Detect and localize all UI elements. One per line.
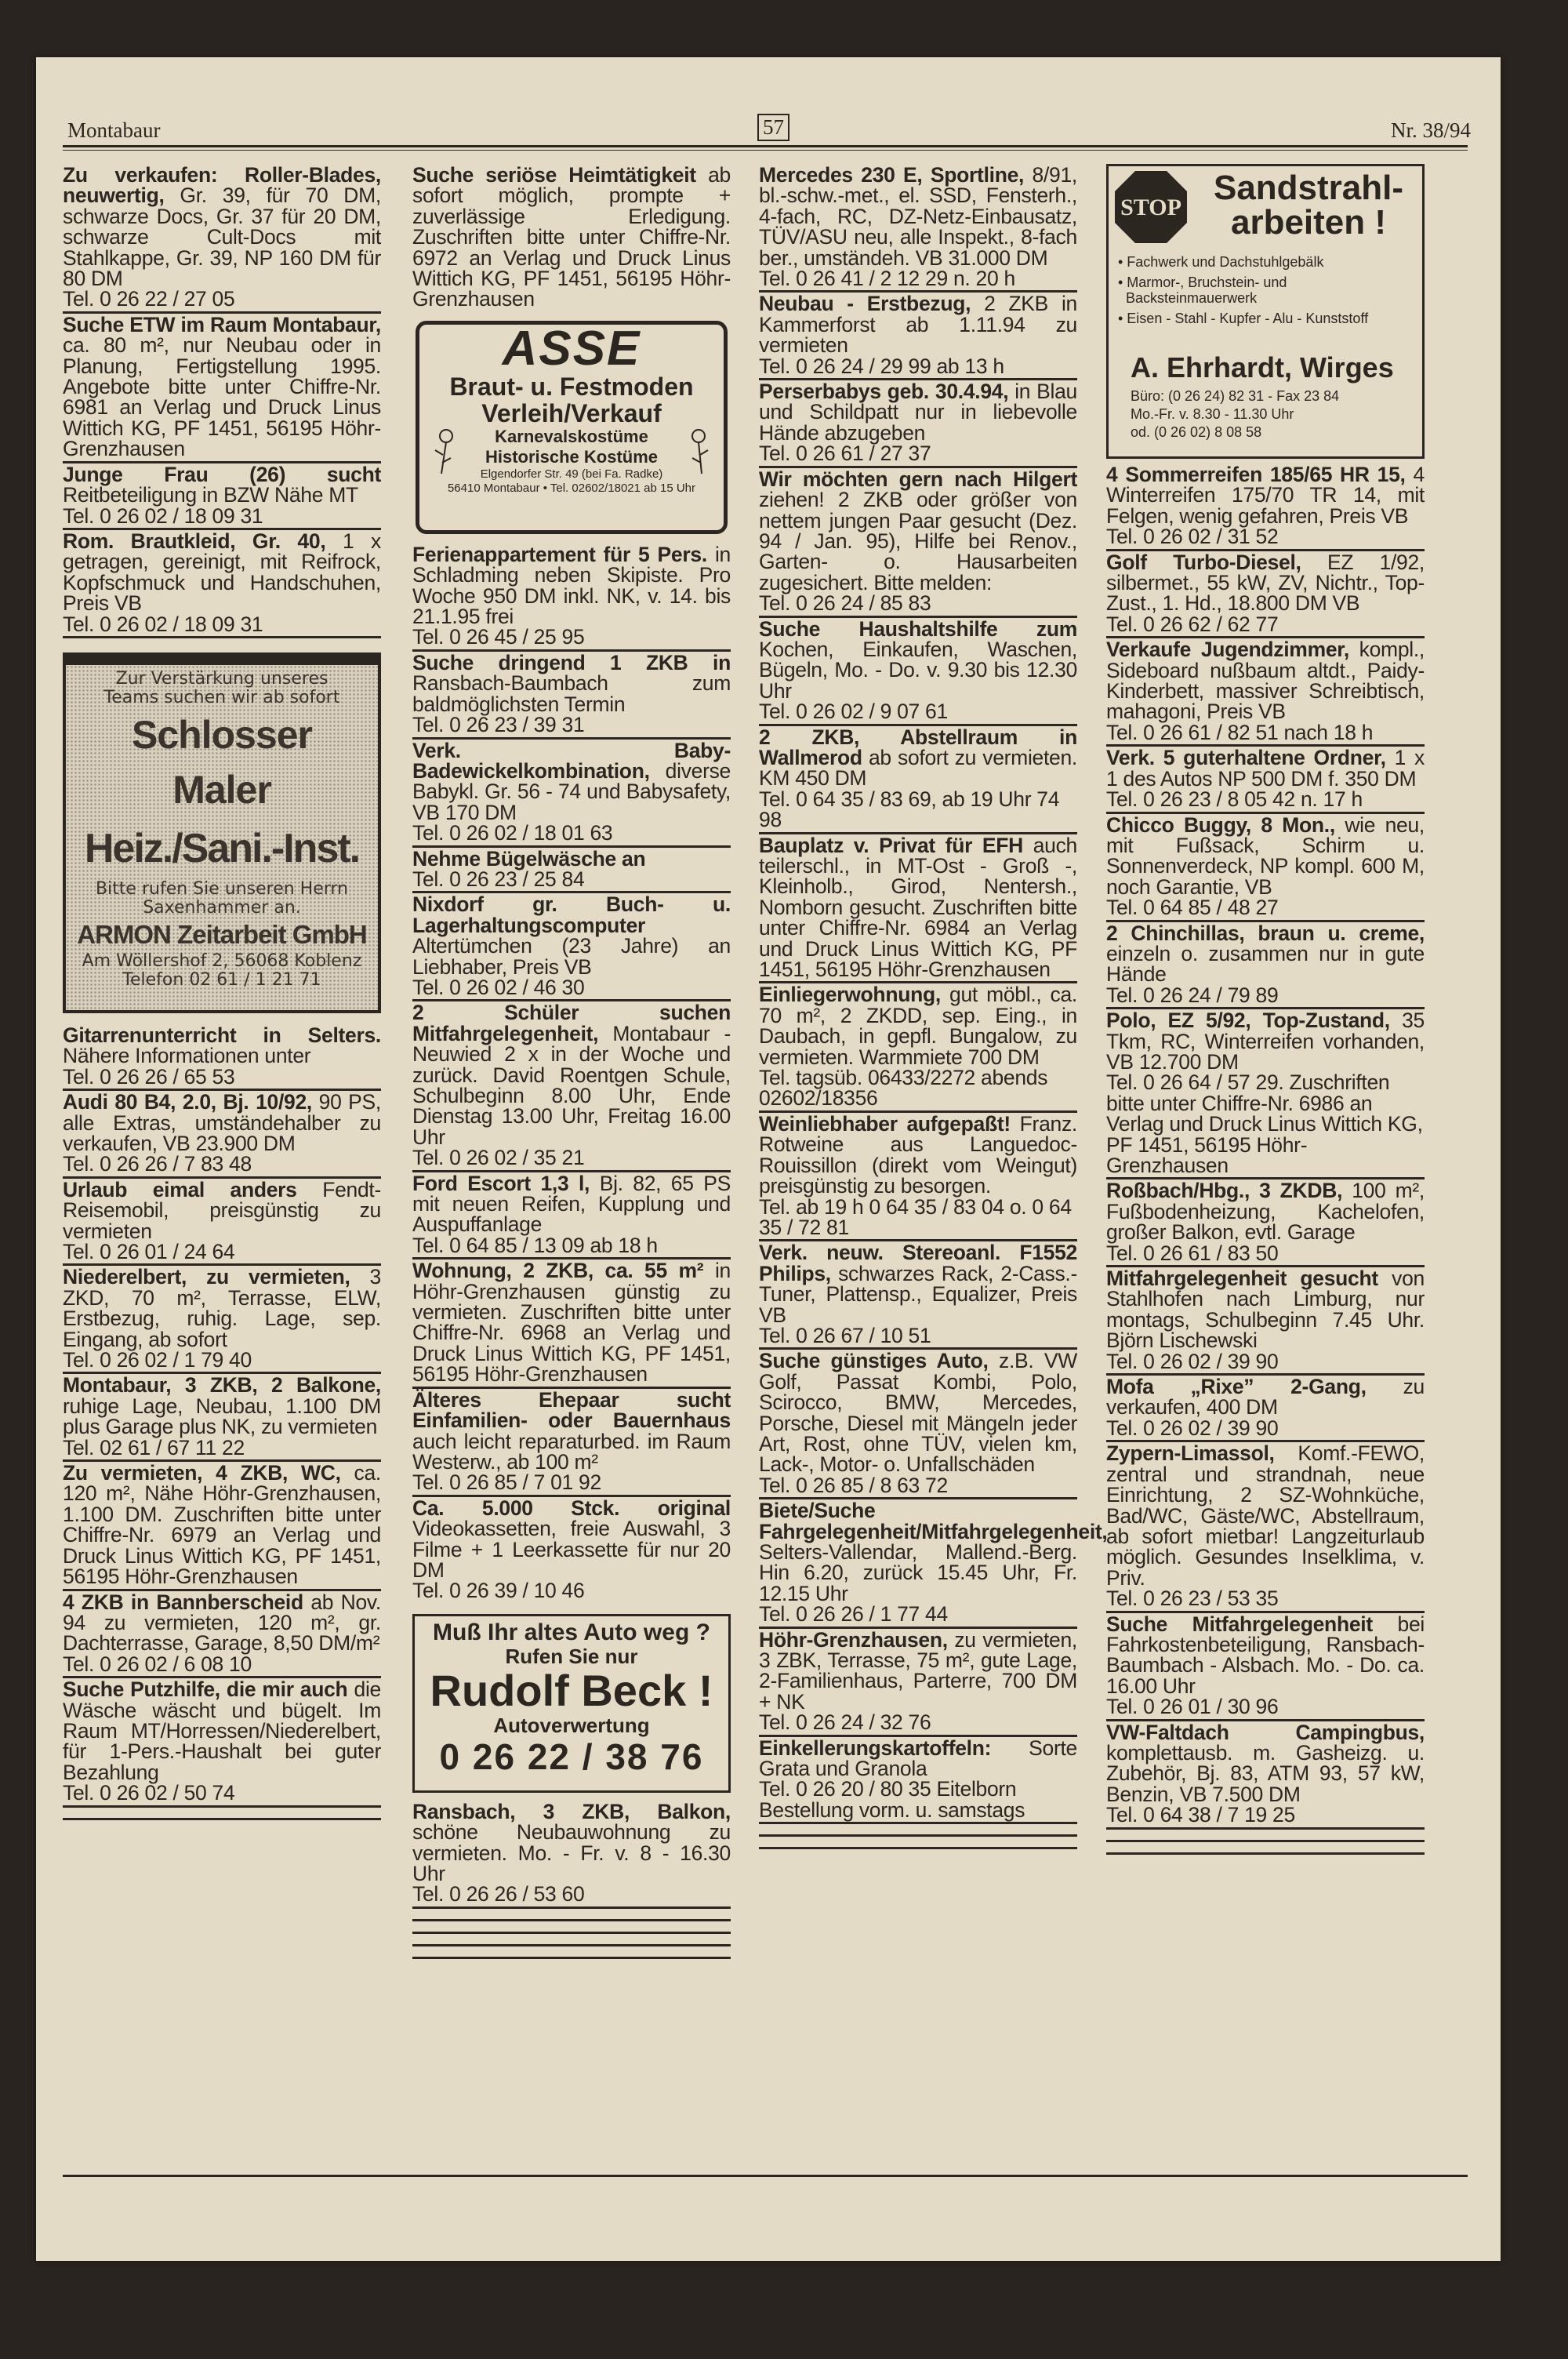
ad-title: 2 Schüler suchen Mitfahrgelegenheit, [412,1001,731,1045]
ad-title: Mitfahrgelegenheit gesucht [1106,1267,1378,1291]
ad-title: 4 ZKB in Bannberscheid [63,1590,303,1614]
classified-ad [1106,551,1425,639]
column-4 [1106,164,1425,1855]
company-name: Rudolf Beck ! [430,1665,713,1715]
asse-logo: ASSE [502,321,641,376]
ad-title: 2 Chinchillas, braun u. creme, [1106,921,1425,945]
classified-ad [63,1091,381,1179]
ad-phone: Tel. 0 26 23 / 53 35 [1106,1587,1279,1611]
classified-ad [63,1591,381,1679]
ad-phone: Tel. 0 26 85 / 8 63 72 [759,1473,948,1497]
classified-ad [1106,747,1425,813]
ad-text: zu vermieten, 3 ZBK, Terrasse, 75 m², gute Lage, 2-Familienhaus, Parterre, 700 DM + NK [759,1627,1077,1714]
classified-ad [1106,463,1425,551]
classified-ad [412,164,731,311]
rose-icon [686,428,713,475]
ad-phone: Tel. 0 26 26 / 65 53 [63,1064,235,1089]
ad-phone: Tel. 0 26 02 / 50 74 [63,1781,235,1805]
ad-text: Reitbeteiligung in BZW Nähe MT [63,483,358,507]
classified-ad [1106,1721,1425,1830]
ad-text: ab sofort möglich, prompte + zuverlässige Erledigung. Zuschriften bitte unter Chiffre-Nr. 6972 an Verlag und Druck Linus Wittich KG, PF 1451, 56195 Höhr-Grenzhausen [412,163,731,311]
ad-phone: Tel. 0 26 26 / 53 60 [412,1882,585,1906]
ad-title: Ca. 5.000 Stck. original [412,1496,731,1520]
ad-text: Bj. 82, 65 PS mit neuen Reifen, Kupplung und Auspuffanlage [412,1171,731,1237]
ad-text: komplettausb. m. Gasheizg. u. Zubehör, Bj. 83, ATM 93, 57 kW, Benzin, VB 7.500 DM [1106,1740,1425,1806]
ad-phone: Tel. 0 26 23 / 39 31 [412,713,585,737]
ad-title: Ransbach, 3 ZKB, Balkon, [412,1799,731,1823]
ad-title: Verk. neuw. Stereoanl. F1552 Philips, [759,1241,1077,1285]
classified-ad [63,530,381,638]
classified-ad [412,740,731,848]
rudolf-beck-ad [412,1614,731,1793]
classified-ad [1106,1180,1425,1267]
classified-ad [1106,1442,1425,1612]
ad-text: ca. 80 m², nur Neubau oder in Planung, Fertigstellung 1995. Angebote bitte unter Chiffre-Nr. 6981 an Verlag und Druck Linus Wittich KG, PF 1451, 56195 Höhr-Grenzhausen [63,333,381,461]
ad-title: Ferienappartement für 5 Pers. [412,542,707,566]
classified-ad [412,1001,731,1172]
ad-text: Ransbach-Baumbach zum baldmöglichsten Termin [412,671,731,716]
ad-title: Zu verkaufen: Roller-Blades, neuwertig, [63,163,381,208]
classified-ad [63,1179,381,1267]
ad-phone: Tel. 0 26 85 / 7 01 92 [412,1470,601,1495]
asse-fashion-ad [416,321,728,534]
ad-title: Ford Escort 1,3 l, [412,1171,590,1195]
ad-phone: Tel. 0 26 24 / 79 89 [1106,983,1279,1007]
classified-ad [1106,1267,1425,1376]
classified-ad [412,1497,731,1603]
ad-text: ab Nov. 94 zu vermieten, 120 m², gr. Dachterrasse, Garage, 8,50 DM/m² [63,1590,381,1656]
ad-phone: Tel. 0 26 23 / 8 05 42 n. 17 h [1106,787,1363,812]
ad-text: 100 m², Fußbodenheizung, Kachelofen, großer Balkon, evtl. Garage [1106,1179,1425,1245]
classified-ad [63,463,381,530]
ad-phone: Tel. 0 26 39 / 10 46 [412,1579,585,1603]
headline-line: arbeiten ! [1230,203,1387,242]
empty-ad-line [1106,1842,1425,1855]
classified-ad [759,1350,1077,1499]
empty-ad-line [759,1824,1077,1837]
ad-title: Nehme Bügelwäsche an [412,846,646,871]
ad-title: Polo, EZ 5/92, Top-Zustand, [1106,1009,1390,1033]
ad-text: 35 Tkm, RC, Winterreifen vorhanden, VB 12.700 DM [1106,1009,1425,1074]
ad-phone: Tel. 0 26 02 / 18 09 31 [63,612,263,636]
ad-phone: Tel. 0 26 22 / 27 05 [63,287,235,311]
ad-intro: Zur Verstärkung unseres [115,668,328,689]
company-name: A. Ehrhardt, Wirges [1131,351,1394,383]
classified-ad [63,314,381,463]
ad-text: in Höhr-Grenzhausen günstig zu vermieten. Zuschriften bitte unter Chiffre-Nr. 6968 an Verlag und Druck Linus Wittich KG, PF 1451, 56195 Höhr-Grenzhausen [412,1259,731,1387]
ad-text: schöne Neubauwohnung zu vermieten. Mo. - Fr. v. 8 - 16.30 Uhr [412,1820,731,1885]
ad-title: Neubau - Erstbezug, [759,292,971,316]
ad-text: Nähere Informationen unter [63,1044,311,1068]
ad-title: Verkaufe Jugendzimmer, [1106,638,1349,662]
classified-ad [759,164,1077,293]
ad-title: Suche Haushaltshilfe zum [759,616,1077,641]
classified-ad [759,618,1077,726]
ad-text: von Stahlhofen nach Limburg, nur montags, Schulbeginn 7.45 Uhr. Björn Lischewski [1106,1267,1425,1353]
ad-text: Altertümchen (23 Jahre) an Liebhaber, Preis VB [412,934,731,979]
ad-title: Suche seriöse Heimtätigkeit [412,163,696,187]
job-title: Schlosser [131,712,312,757]
ad-text: ruhige Lage, Neubau, 1.100 DM plus Garage plus NK, zu vermieten [63,1394,381,1439]
classified-ad [1106,638,1425,747]
ad-call: Bitte rufen Sie unseren Herrn [95,878,349,899]
classified-ad [412,1259,731,1388]
ad-phone: Tel. 0 26 02 / 31 52 [1106,525,1279,549]
classified-ad [759,1629,1077,1737]
classified-ad [412,1172,731,1260]
ad-title: 4 Sommerreifen 185/65 HR 15, [1106,463,1406,486]
classified-ad [759,726,1077,834]
ad-text: EZ 1/92, silbermet., 55 kW, ZV, Nichtr., Top-Zust., 1. Hd., 18.800 DM VB [1106,550,1425,616]
ad-text: schwarzes Rack, 2-Cass.-Tuner, Plattensp., Equalizer, Preis VB [759,1261,1077,1327]
ad-title: Suche dringend 1 ZKB in [412,650,731,674]
svg-text:STOP: STOP [1120,194,1181,220]
ad-title: Wohnung, 2 ZKB, ca. 55 m² [412,1259,704,1283]
classified-ad [412,543,731,652]
job-title: Heiz./Sani.-Inst. [84,825,360,871]
ad-phone: Tel. 0 26 01 / 24 64 [63,1240,235,1263]
classified-ad [63,1462,381,1590]
classified-ad [1106,1009,1425,1180]
ad-phone: Tel. 0 26 02 / 46 30 [412,975,585,999]
empty-ad-line [412,1934,731,1946]
ad-text: in Schladming neben Skipiste. Pro Woche 950 DM inkl. NK, v. 14. bis 21.1.95 frei [412,542,731,629]
ad-title: Montabaur, 3 ZKB, 2 Balkone, [63,1373,381,1398]
ad-intro: Teams suchen wir ab sofort [103,687,340,707]
ad-text: 4 Winterreifen 175/70 TR 14, mit Felgen, wenig gefahren, Preis VB [1106,463,1425,528]
newspaper-page [36,57,1501,2261]
ad-text: Sorte Grata und Granola [759,1736,1077,1781]
ad-title: Roßbach/Hbg., 3 ZKDB, [1106,1179,1343,1203]
ad-phone: Tel. 0 26 02 / 1 79 40 [63,1348,252,1372]
ad-text: Franz. Rotweine aus Languedoc-Rouissillon (direkt vom Weingut) preisgünstig zu besorgen. [759,1111,1077,1198]
header-rule [63,145,1468,147]
job-title: Maler [172,767,271,812]
company-address: Am Wöllershof 2, 56068 Koblenz [82,951,362,971]
ad-phone: Tel. 0 26 02 / 35 21 [412,1146,585,1170]
ad-title: Niederelbert, zu vermieten, [63,1265,350,1289]
classified-ad [1106,814,1425,922]
ad-title: Perserbabys geb. 30.4.94, [759,380,1009,404]
classified-ad [759,1113,1077,1241]
company-phone: Telefon 02 61 / 1 21 71 [122,969,321,990]
empty-ad-line [412,1909,731,1921]
ad-title: Biete/Suche Fahrgelegenheit/Mitfahrgelegenheit, [759,1499,1108,1543]
classified-ad [63,164,381,314]
ad-text: diverse Babykl. Gr. 56 - 74 und Babysafety, VB 170 DM [412,758,731,824]
classified-ad [759,468,1077,618]
ad-title: Verk. 5 guterhaltene Ordner, [1106,746,1386,770]
ad-phone: Tel. 0 26 61 / 27 37 [759,442,931,466]
ad-text: Gr. 39, für 70 DM, schwarze Docs, Gr. 37 für 20 DM, schwarze Cult-Docs mit Stahlkappe, Gr. 39, NP 160 DM für 80 DM [63,184,381,291]
ad-phone: Tel. 0 26 26 / 7 83 48 [63,1152,252,1176]
ad-title: Einkellerungskartoffeln: [759,1736,992,1760]
classified-ad [1106,1376,1425,1442]
ad-title: Gitarrenunterricht in Selters. [63,1023,381,1047]
ad-text: Videokassetten, freie Auswahl, 3 Filme + 1 Leerkassette für nur 20 DM [412,1517,731,1582]
header-place: Montabaur [67,118,161,142]
ad-line: Rufen Sie nur [505,1644,638,1668]
ad-title: Weinliebhaber aufgepaßt! [759,1111,1011,1136]
ad-phone: Tel. 0 26 64 / 57 29. Zuschriften bitte unter Chiffre-Nr. 6986 an Verlag und Druck Linus Wittich KG, PF 1451, 56195 Höhr-Grenzhausen [1106,1070,1423,1177]
ad-title: Suche ETW im Raum Montabaur, [63,312,381,336]
classified-ad [63,1374,381,1462]
ad-text: Fendt-Reisemobil, preisgünstig zu vermieten [63,1177,381,1243]
ad-title: Suche Putzhilfe, die mir auch [63,1677,348,1702]
ad-title: Wir möchten gern nach Hilgert [759,467,1077,491]
ad-text: Komf.-FEWO, zentral und strandnah, neue Einrichtung, 2 SZ-Wohnküche, Bad/WC, Gäste/WC, Abstellraum, ab sofort mietbar! Langzeiturlaub möglich. Gesundes Inselklima, v. Priv. [1106,1441,1425,1590]
ad-phone: Tel. 0 26 24 / 29 99 ab 13 h [759,354,1004,378]
ad-call: Saxenhammer an. [143,897,301,918]
stop-sign-icon [1113,169,1189,245]
classified-ad [412,893,731,1001]
ad-title: Audi 80 B4, 2.0, Bj. 10/92, [63,1090,312,1114]
classified-ad [412,1389,731,1497]
ad-line: Autoverwertung [493,1713,650,1737]
classified-ad [1106,922,1425,1010]
ad-phone: Tel. 0 26 67 / 10 51 [759,1323,931,1347]
classified-ad [759,834,1077,984]
ad-title: Mofa „Rixe” 2-Gang, [1106,1375,1367,1399]
ad-title: Bauplatz v. Privat für EFH [759,833,1023,857]
ad-phone: Tel. 0 26 02 / 39 90 [1106,1416,1279,1440]
ad-text: auch teilerschl., in MT-Ost - Groß -, Kleinholb., Girod, Nentersh., Nomborn gesucht. Zuschriften bitte unter Chiffre-Nr. 6984 an Verlag und Druck Linus Wittich KG, PF 1451, 56195 Höhr-Grenzhausen [759,833,1077,982]
column-2 [412,164,731,1959]
ad-title: Junge Frau (26) sucht [63,462,381,486]
ad-headline [1195,171,1422,240]
classified-ad [412,848,731,894]
classified-ad [759,983,1077,1112]
ad-text: kompl., Sideboard nußbaum altdt., Paidy-Kinderbett, massiver Schreibtisch, mahagoni, Preis VB [1106,638,1425,724]
ad-title: Chicco Buggy, 8 Mon., [1106,812,1335,837]
ad-text: ca. 120 m², Nähe Höhr-Grenzhausen, 1.100 DM. Zuschriften bitte unter Chiffre-Nr. 6979 an Verlag und Druck Linus Wittich KG, PF 1451, 56195 Höhr-Grenzhausen [63,1461,381,1589]
classified-ad [1106,1613,1425,1721]
ad-text: in Blau und Schildpatt nur in liebevolle Hände abzugeben [759,380,1077,445]
ad-text: 8/91, bl.-schw.-met., el. SSD, Fensterh., 4-fach, RC, DZ-Netz-Einbausatz, TÜV/ASU neu, alle Inspekt., 8-fach ber., umständeh. VB 31.000 DM [759,163,1077,270]
classified-ad [759,1737,1077,1825]
ad-title: Zypern-Limassol, [1106,1441,1275,1466]
service-item: • Fachwerk und Dachstuhlgebälk [1118,254,1324,270]
service-list [1118,254,1368,331]
ad-text: einzeln o. zusammen nur in gute Hände [1106,941,1425,987]
ad-text: auch leicht reparaturbed. im Raum Westerw., ab 100 m² [412,1429,731,1474]
ad-title: Nixdorf gr. Buch- u. Lagerhaltungscomputer [412,892,731,937]
ad-title: 2 ZKB, Abstellraum in Wallmerod [759,725,1077,769]
ad-phone: Tel. 0 26 24 / 85 83 [759,591,931,616]
classified-ad [759,380,1077,468]
ad-text: ziehen! 2 ZKB oder größer von nettem jungen Paar gesucht (Dez. 94 / Jan. 95), Hilfe bei Renov., Garten- o. Hausarbeiten zugesichert. Bitte melden: [759,488,1077,594]
ad-phone: Tel. tagsüb. 06433/2272 abends 02602/18356 [759,1066,1048,1110]
ad-text: 1 x 1 des Autos NP 500 DM f. 350 DM [1106,746,1425,791]
sandstrahl-ad [1106,164,1425,459]
ad-phone: Tel. 0 64 85 / 13 09 ab 18 h [412,1233,658,1257]
headline-line: Sandstrahl- [1213,169,1404,207]
ad-text: gut möbl., ca. 70 m², 2 ZKDD, sep. Eing., in Daubach, in gepfl. Bungalow, zu vermieten. Warmmiete 700 DM [759,983,1077,1069]
column-1 [63,164,381,1820]
classified-ad [759,293,1077,380]
ad-phone: Tel. 0 26 20 / 80 35 Eitelborn Bestellung vorm. u. samstags [759,1777,1025,1822]
ad-title: Älteres Ehepaar sucht Einfamilien- oder Bauernhaus [412,1387,731,1433]
ad-text: Montabaur - Neuwied 2 x in der Woche und zurück. David Roentgen Schule, Schulbeginn 8.00 Uhr, Ende Dienstag 13.00 Uhr, Freitag 16.00 Uhr [412,1021,731,1149]
ad-text: Selters-Vallendar, Mallend.-Berg. Hin 6.20, zurück 15.45 Uhr, Fr. 12.15 Uhr [759,1540,1077,1605]
ad-text: 90 PS, alle Extras, umständehalber zu verkaufen, VB 23.900 DM [63,1090,381,1155]
classified-ad [412,1801,731,1909]
ad-title: Höhr-Grenzhausen, [759,1627,948,1652]
ad-phone: Tel. 0 26 23 / 25 84 [412,867,585,891]
ad-phone: Tel. 0 26 61 / 83 50 [1106,1241,1279,1265]
ad-text: 2 ZKB in Kammerforst ab 1.11.94 zu vermieten [759,292,1077,358]
classified-ad [63,1678,381,1807]
ad-phone: Tel. 0 26 02 / 18 01 63 [412,821,613,845]
ad-line: Muß Ihr altes Auto weg ? [433,1619,710,1645]
ad-title: Mercedes 230 E, Sportline, [759,163,1025,187]
ad-phone: Tel. 0 26 45 / 25 95 [412,625,585,649]
ad-phone: Tel. 0 26 41 / 2 12 29 n. 20 h [759,267,1015,291]
ad-text: 3 ZKD, 70 m², Terrasse, ELW, Erstbezug, ruhig. Lage, sep. Eingang, ab sofort [63,1265,381,1351]
schlosser-job-ad [63,652,381,1013]
ad-title: Einliegerwohnung, [759,983,941,1007]
ad-phone: Tel. 0 26 02 / 9 07 61 [759,700,948,724]
ad-title: Zu vermieten, 4 ZKB, WC, [63,1461,341,1485]
company-contact: Büro: (0 26 24) 82 31 - Fax 23 84 Mo.-Fr. v. 8.30 - 11.30 Uhr od. (0 26 02) 8 08 58 [1131,388,1340,440]
ad-text: ab sofort zu vermieten. KM 450 DM [759,745,1077,791]
ad-text: die Wäsche wäscht und bügelt. Im Raum MT/Horressen/Niederelbert, für 1-Pers.-Haushalt bei guter Bezahlung [63,1677,381,1784]
ad-phone: Tel. 0 26 24 / 32 76 [759,1710,931,1735]
ad-text: Kochen, Einkaufen, Waschen, Bügeln, Mo. - Do. v. 9.30 bis 12.30 Uhr [759,637,1077,703]
ad-line: Braut- u. Festmoden [449,372,694,401]
ad-line: Karnevalskostüme [495,426,648,446]
ad-title: Rom. Brautkleid, Gr. 40, [63,529,326,553]
ad-text: zu verkaufen, 400 DM [1106,1375,1425,1419]
classified-ad [63,1024,381,1091]
empty-ad-line [412,1921,731,1934]
ad-title: Urlaub eimal anders [63,1177,297,1201]
ad-phone: Tel. 0 26 26 / 1 77 44 [759,1602,948,1627]
ad-title: VW-Faltdach Campingbus, [1106,1720,1425,1744]
ad-phone: Tel. 0 26 02 / 39 90 [1106,1349,1279,1373]
ad-title: Verk. Baby-Badewickelkombination, [412,738,731,783]
ad-phone: Tel. 0 26 61 / 82 51 nach 18 h [1106,720,1374,744]
ad-title: Golf Turbo-Diesel, [1106,550,1301,574]
ad-title: Suche günstiges Auto, [759,1349,989,1373]
ad-phone: Tel. 02 61 / 67 11 22 [63,1435,245,1459]
service-item: • Eisen - Stahl - Kupfer - Alu - Kunststoff [1118,311,1369,326]
ad-phone: Tel. 0 64 85 / 48 27 [1106,896,1279,920]
ad-text: z.B. VW Golf, Passat Kombi, Polo, Scirocco, BMW, Mercedes, Porsche, Diesel mit Mängeln jeder Art, Rost, ohne TÜV, vielen km, Lack-, Motor- o. Unfallschäden [759,1349,1077,1477]
rose-icon [430,428,457,475]
ad-phone: Tel. 0 64 38 / 7 19 25 [1106,1803,1295,1827]
bottom-rule [63,2175,1468,2177]
ad-text: bei Fahrkostenbeteiligung, Ransbach-Baumbach - Alsbach. Mo. - Do. ca. 16.00 Uhr [1106,1612,1425,1698]
classified-ad [759,1499,1108,1628]
empty-ad-line [759,1837,1077,1849]
header-rule-thin [63,150,1468,151]
ad-phone: Tel. 0 64 35 / 83 69, ab 19 Uhr 74 98 [759,787,1060,832]
ad-address: Elgendorfer Str. 49 (bei Fa. Radke) [480,467,663,481]
classified-ad [759,1241,1077,1350]
empty-ad-line [412,1946,731,1959]
ad-line: Historische Kostüme [485,446,659,467]
classified-ad [412,652,731,740]
column-3 [759,163,1108,1849]
ad-title: Suche Mitfahrgelegenheit [1106,1612,1373,1636]
ad-phone: Tel. 0 26 01 / 30 96 [1106,1695,1279,1719]
ad-text: wie neu, mit Fußsack, Schirm u. Sonnenverdeck, NP kompl. 600 M, noch Garantie, VB [1106,812,1425,899]
ad-phone: Tel. ab 19 h 0 64 35 / 83 04 o. 0 64 35 / 72 81 [759,1194,1072,1239]
ad-address: 56410 Montabaur • Tel. 02602/18021 ab 15 Uhr [447,481,696,495]
empty-ad-line [63,1808,381,1820]
issue-number: Nr. 38/94 [1390,118,1471,142]
ad-phone: Tel. 0 26 62 / 62 77 [1106,612,1279,636]
empty-ad-line [1106,1830,1425,1842]
ad-text: 1 x getragen, gereinigt, mit Reifrock, Kopfschmuck und Handschuhen, Preis VB [63,529,381,616]
classified-ad [63,1266,381,1374]
page-number: 57 [757,114,789,141]
service-item: • Marmor-, Bruchstein- und Backsteinmauerwerk [1118,274,1287,306]
ad-phone: Tel. 0 26 02 / 18 09 31 [63,503,263,528]
company-phone: 0 26 22 / 38 76 [439,1736,704,1777]
company-name: ARMON Zeitarbeit GmbH [77,919,367,949]
ad-phone: Tel. 0 26 02 / 6 08 10 [63,1652,252,1676]
ad-line: Verleih/Verkauf [481,398,662,427]
